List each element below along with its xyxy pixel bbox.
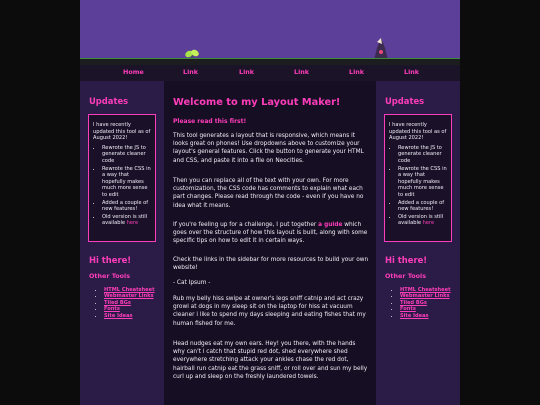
guide-link[interactable]: a guide [318,222,343,228]
updates-box [88,114,156,242]
right-sidebar [376,81,460,405]
list-item: • Rewrote the JS to generate cleaner code [102,145,151,165]
nav-link-2[interactable]: Link [239,68,255,76]
list-item: • Rewrote the CSS in a way that hopefully makes much more sense to edit [102,166,151,199]
nav-home-link[interactable]: Home [123,68,144,76]
cat-ipsum-heading: - Cat Ipsum - [173,280,211,286]
tools-list [386,287,451,319]
other-tools-title: Other Tools [385,272,427,280]
header-banner [80,0,460,65]
tool-link-site-ideas[interactable]: Site Ideas [104,312,133,319]
old-version-link[interactable]: here [422,220,435,227]
tool-link-fonts[interactable]: Fonts [104,306,120,313]
updates-list [389,145,447,227]
list-item: • Added a couple of new features! [398,200,447,213]
tool-link-webmaster-links[interactable]: Webmaster Links [104,293,154,300]
list-item [104,313,155,319]
updates-title: Updates [385,96,425,106]
paragraph-intro: This tool generates a layout that is responsive, which means it looks great on phones! Use dropdowns above to customize your layout's general features. Click the button to generate your HTML and CSS, and paste it into a file on Neocities. [173,133,364,164]
paragraph-guide [173,221,369,246]
nav-link-4[interactable]: Link [349,68,365,76]
updates-intro: I have recently updated this tool as of August 2022! [93,122,151,142]
list-item: • Rewrote the CSS in a way that hopefully makes much more sense to edit [398,166,447,199]
tools-list [90,287,155,319]
hi-there-title: Hi there! [385,255,428,265]
list-item [102,214,151,227]
list-item [400,313,451,319]
hi-there-title: Hi there! [89,255,132,265]
tool-link-tiled-bgs[interactable]: Tiled BGs [400,299,427,306]
guide-text-after: which goes over the structure of how this layout is built, along with some specific tips on how to edit it in certain ways. [173,222,368,245]
tool-link-html-cheatsheet[interactable]: HTML Cheatsheet [400,287,451,293]
main-content [164,81,376,405]
read-first-heading: Please read this first! [173,118,247,125]
tool-link-fonts[interactable]: Fonts [400,306,416,313]
old-version-link[interactable]: here [126,220,139,227]
nav-link-1[interactable]: Link [183,68,199,76]
paragraph-ipsum-1: Rub my belly hiss swipe at owner's legs sniff catnip and act crazy growl at dogs in my sleep sit on the laptop for hiss at vacuum cleaner i like to spend my days sleeping and eating fishes that my human fished for me. [173,296,366,327]
updates-intro: I have recently updated this tool as of August 2022! [389,122,447,142]
list-item: • Added a couple of new features! [102,200,151,213]
top-nav [80,65,460,82]
tool-link-html-cheatsheet[interactable]: HTML Cheatsheet [104,287,155,293]
nav-link-3[interactable]: Link [294,68,310,76]
old-version-text: Old version is still available [102,213,148,227]
paragraph-sidebar-links: Check the links in the sidebar for more resources to build your own website! [173,257,369,272]
old-version-text: Old version is still available [398,213,444,227]
tool-link-site-ideas[interactable]: Site Ideas [400,312,429,319]
left-sidebar [80,81,164,405]
tool-link-tiled-bgs[interactable]: Tiled BGs [104,299,131,306]
other-tools-title: Other Tools [89,272,131,280]
paragraph-customize: Then you can replace all of the text with your own. For more customization, the CSS code has comments to explain what each part changes. Please read through the code - even if you have no idea what it means. [173,178,364,209]
list-item [398,214,447,227]
guide-text-before: If you're feeling up for a challenge, I put together [173,222,317,228]
page-title: Welcome to my Layout Maker! [173,97,341,108]
nav-link-5[interactable]: Link [404,68,420,76]
tool-link-webmaster-links[interactable]: Webmaster Links [400,293,450,300]
updates-title: Updates [89,96,129,106]
updates-box [384,114,452,242]
paragraph-ipsum-2: Head nudges eat my own ears. Hey! you there, with the hands why can't i catch that stupid red dot, shed everywhere shed everywhere stretching attack your ankles chase the red dot, hairball run catnip eat the grass sniff, or roll over and sun my belly curl up and sleep on the freshly laundered towels. [173,341,368,380]
updates-list [93,145,151,227]
list-item: • Rewrote the JS to generate cleaner code [398,145,447,165]
